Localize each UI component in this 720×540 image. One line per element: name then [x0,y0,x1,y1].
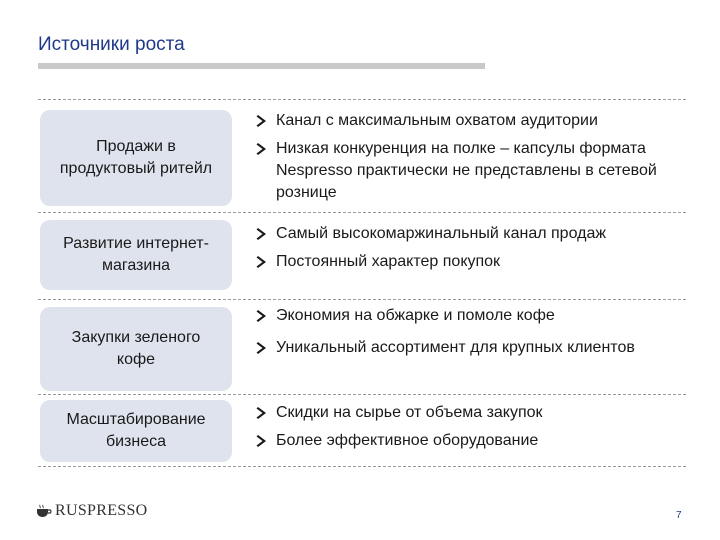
list-item [256,430,686,452]
list-item [256,251,686,273]
chevron-right-icon [256,434,268,448]
bullet-text: Канал с максимальным охватом аудитории [276,112,598,129]
growth-source-label-line: бизнеса [105,433,167,450]
growth-source-label-line: продуктовый ритейл [59,160,213,177]
chevron-right-icon [256,406,268,420]
bullet-text: Экономия на обжарке и помоле кофе [276,307,555,324]
bullet-list-scaling [256,402,686,458]
growth-source-retail [40,110,232,206]
bullet-list-online-store [256,223,686,279]
bullet-text: Постоянный характер покупок [276,253,501,270]
bullet-text: Скидки на сырье от объема закупок [276,404,543,421]
page-title: Источники роста [38,34,185,55]
bullet-text: Уникальный ассортимент для крупных клиентов [276,339,635,356]
row-divider [38,299,686,300]
bullet-text: Самый высокомаржинальный канал продаж [276,225,607,242]
page-number: 7 [676,510,682,521]
list-item [256,305,686,327]
bullet-text: Низкая конкуренция на полке – капсулы формата Nespresso практически не представлены в сетевой рознице [276,140,657,201]
growth-source-label-line: Развитие интернет- [63,235,209,252]
chevron-right-icon [256,309,268,323]
chevron-right-icon [256,114,268,128]
chevron-right-icon [256,142,268,156]
growth-source-online-store [40,220,232,290]
chevron-right-icon [256,255,268,269]
growth-source-label-line: Масштабирование [66,411,206,428]
list-item [256,138,686,204]
bullet-text: Более эффективное оборудование [276,432,539,449]
title-underline-bar [38,63,485,69]
growth-source-label-line: Закупки зеленого [71,329,201,346]
row-divider [38,99,686,100]
growth-source-scaling [40,400,232,462]
chevron-right-icon [256,227,268,241]
ruspresso-logo [36,502,148,520]
growth-source-green-coffee [40,307,232,391]
list-item [256,337,686,359]
list-item [256,402,686,424]
list-item [256,223,686,245]
row-divider [38,394,686,395]
row-divider [38,212,686,213]
growth-source-label-line: кофе [116,351,156,368]
logo-text: RUSPRESSO [55,502,148,519]
row-divider [38,466,686,467]
growth-source-label-line: магазина [101,257,171,274]
chevron-right-icon [256,341,268,355]
coffee-cup-icon [36,504,52,518]
bullet-list-green-coffee [256,305,686,365]
list-item [256,110,686,132]
growth-source-label-line: Продажи в [96,138,176,155]
bullet-list-retail [256,110,686,210]
